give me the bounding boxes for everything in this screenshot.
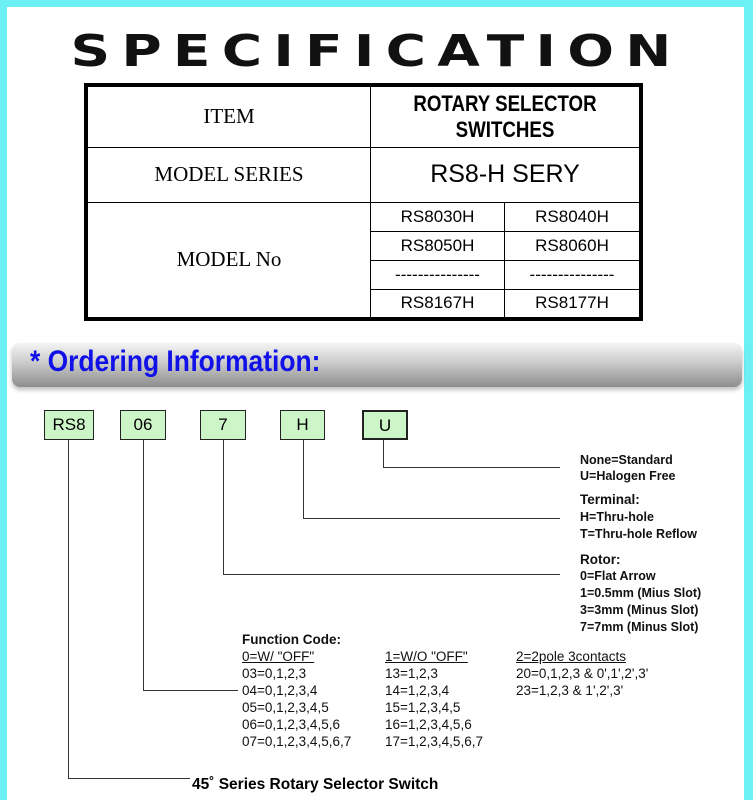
model-cell: RS8167H	[371, 289, 505, 319]
connector-halogen	[384, 440, 561, 468]
code-box-halogen: U	[362, 410, 408, 440]
model-cell: RS8040H	[505, 202, 641, 231]
function-column-header: 2=2pole 3contacts	[516, 649, 626, 664]
item-value: ROTARY SELECTOR SWITCHES	[413, 90, 597, 142]
model-cell: RS8050H	[371, 231, 505, 260]
function-code: 23=1,2,3 & 1',2',3'	[516, 683, 624, 698]
model-cell: RS8177H	[505, 289, 641, 319]
connector-terminal	[304, 440, 561, 519]
function-code: 03=0,1,2,3	[242, 666, 307, 681]
series-value: RS8-H SERY	[371, 147, 642, 202]
ordering-heading: * Ordering Information:	[30, 345, 321, 378]
function-column-header: 1=W/O "OFF"	[385, 649, 468, 664]
rotor-title: Rotor:	[580, 552, 621, 567]
function-code: 15=1,2,3,4,5	[385, 700, 461, 715]
function-code: 05=0,1,2,3,4,5	[242, 700, 329, 715]
rotor-option: 3=3mm (Minus Slot)	[580, 603, 699, 617]
function-code: 04=0,1,2,3,4	[242, 683, 318, 698]
series-label: MODEL SERIES	[86, 147, 371, 202]
model-cell: RS8030H	[371, 202, 505, 231]
connector-rotor	[224, 440, 561, 575]
function-code: 07=0,1,2,3,4,5,6,7	[242, 734, 352, 749]
rotor-option: 7=7mm (Minus Slot)	[580, 620, 699, 634]
function-code: 16=1,2,3,4,5,6	[385, 717, 472, 732]
halogen-option: U=Halogen Free	[580, 469, 676, 483]
code-box-series: RS8	[44, 410, 94, 440]
terminal-option: T=Thru-hole Reflow	[580, 527, 698, 541]
terminal-option: H=Thru-hole	[580, 510, 654, 524]
function-code-title: Function Code:	[242, 632, 341, 647]
code-box-terminal: H	[280, 410, 325, 440]
code-box-rotor: 7	[200, 410, 246, 440]
series-description: 45˚ Series Rotary Selector Switch	[192, 776, 439, 793]
code-box-function: 06	[120, 410, 166, 440]
terminal-title: Terminal:	[580, 492, 640, 507]
connector-rs8	[69, 440, 191, 779]
function-code: 13=1,2,3	[385, 666, 438, 681]
rotor-option: 1=0.5mm (Mius Slot)	[580, 586, 702, 600]
model-cell: RS8060H	[505, 231, 641, 260]
page-title: SPECIFICATION	[70, 26, 683, 77]
model-cell: ---------------	[505, 260, 641, 289]
function-code: 06=0,1,2,3,4,5,6	[242, 717, 340, 732]
model-cell: ---------------	[371, 260, 505, 289]
function-code: 17=1,2,3,4,5,6,7	[385, 734, 483, 749]
function-code: 14=1,2,3,4	[385, 683, 450, 698]
function-code: 20=0,1,2,3 & 0',1',2',3'	[516, 666, 649, 681]
item-label: ITEM	[86, 85, 371, 147]
model-label: MODEL No	[86, 202, 371, 319]
function-column-header: 0=W/ "OFF"	[242, 649, 315, 664]
halogen-option: None=Standard	[580, 453, 673, 467]
rotor-option: 0=Flat Arrow	[580, 569, 656, 583]
